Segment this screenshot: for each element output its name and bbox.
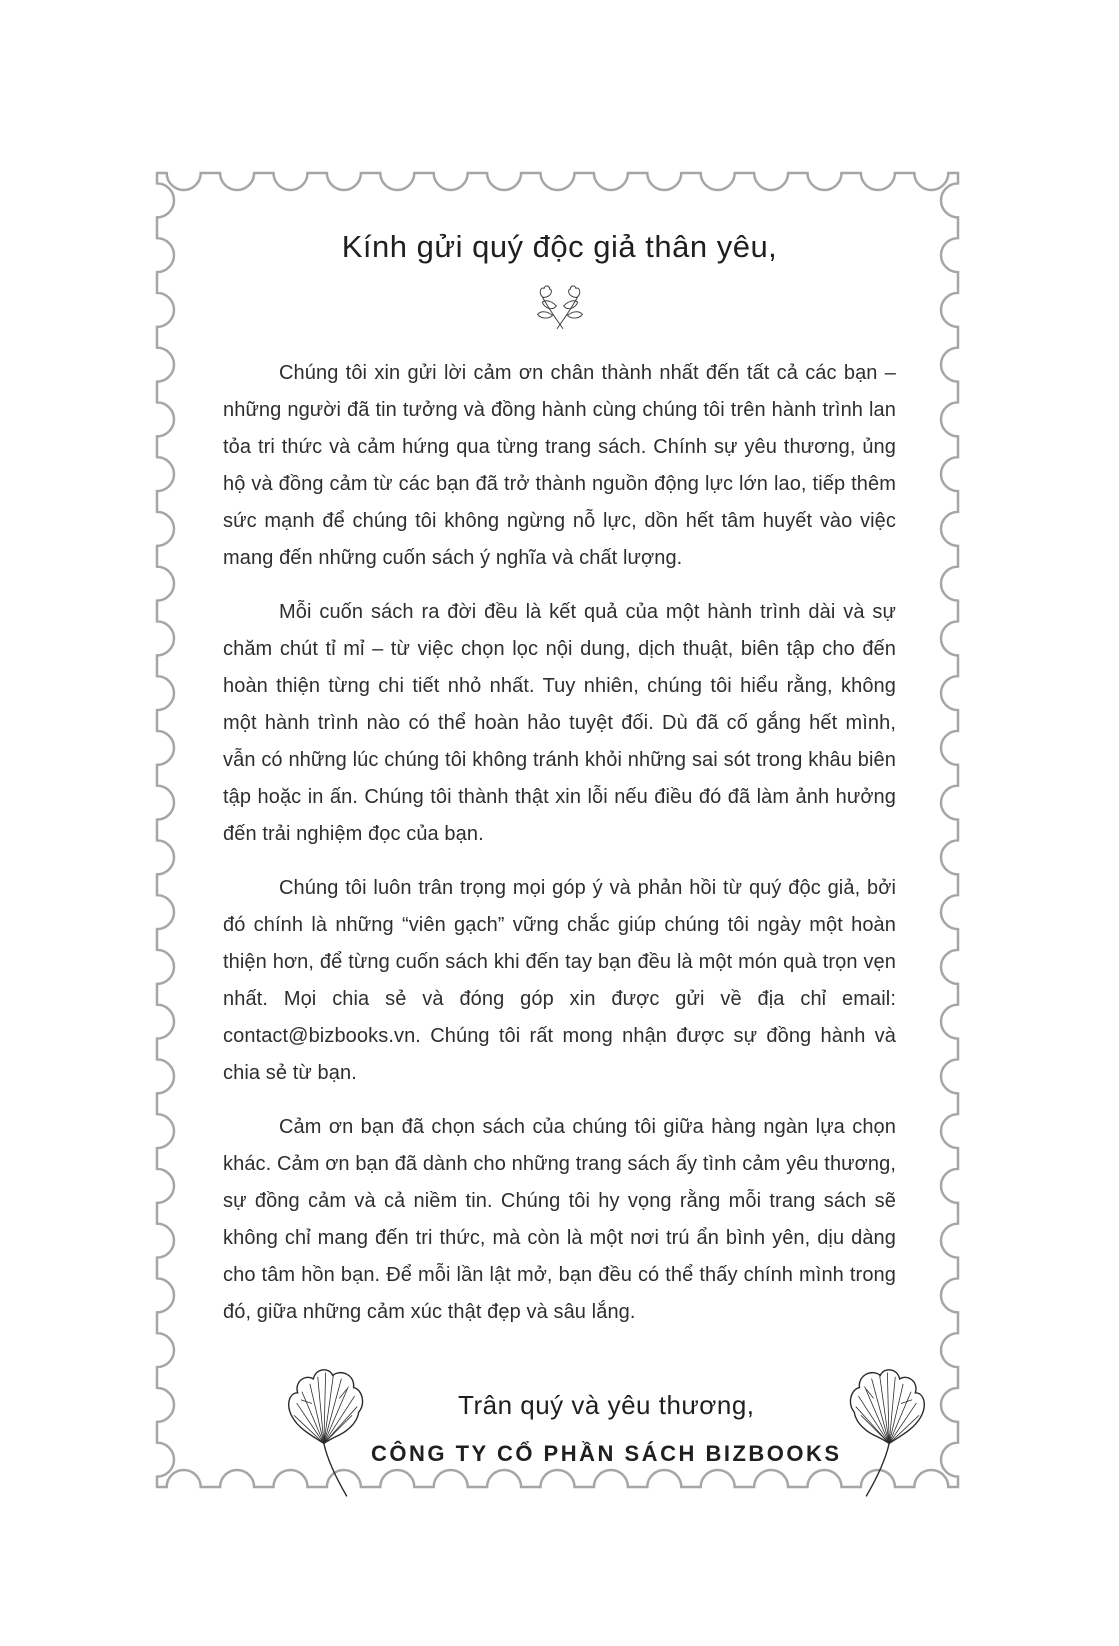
letter-content bbox=[223, 173, 896, 1509]
ginkgo-leaf-icon bbox=[275, 1357, 371, 1509]
stamp-frame bbox=[157, 173, 958, 1487]
ginkgo-leaf-mirrored-icon bbox=[842, 1357, 938, 1509]
paragraph-4: Cảm ơn bạn đã chọn sách của chúng tôi giữa hàng ngàn lựa chọn khác. Cảm ơn bạn đã dành cho những trang sách ấy tình cảm yêu thương, sự đồng cảm và cả niềm tin. Chúng tôi hy vọng rằng mỗi trang sách sẽ không chỉ mang đến tri thức, mà còn là một nơi trú ẩn bình yên, dịu dàng cho tâm hồn bạn. Để mỗi lần lật mở, bạn đều có thể thấy chính mình trong đó, giữa những cảm xúc thật đẹp và sâu lắng. bbox=[223, 1116, 896, 1323]
page-title: Kính gửi quý độc giả thân yêu, bbox=[341, 229, 778, 264]
paragraph-3: Chúng tôi luôn trân trọng mọi góp ý và phản hồi từ quý độc giả, bởi đó chính là những “viên gạch” vững chắc giúp chúng tôi ngày một hoàn thiện hơn, để từng cuốn sách khi đến tay bạn đều là một món quà trọn vẹn nhất. Mọi chia sẻ và đóng góp xin được gửi về địa chỉ email: contact@bizbooks.vn. Chúng tôi rất mong nhận được sự đồng hành và chia sẻ từ bạn. bbox=[223, 877, 896, 1084]
signature-block bbox=[223, 1357, 896, 1509]
paragraph-2: Mỗi cuốn sách ra đời đều là kết quả của một hành trình dài và sự chăm chút tỉ mỉ – từ việc chọn lọc nội dung, dịch thuật, biên tập cho đến hoàn thiện từng chi tiết nhỏ nhất. Tuy nhiên, chúng tôi hiểu rằng, không một hành trình nào có thể hoàn hảo tuyệt đối. Dù đã cố gắng hết mình, vẫn có những lúc chúng tôi không tránh khỏi những sai sót trong khâu biên tập hoặc in ấn. Chúng tôi thành thật xin lỗi nếu điều đó đã làm ảnh hưởng đến trải nghiệm đọc của bạn. bbox=[223, 601, 896, 845]
letter-body bbox=[223, 355, 896, 1331]
paragraph-1: Chúng tôi xin gửi lời cảm ơn chân thành nhất đến tất cả các bạn – những người đã tin tưởng và đồng hành cùng chúng tôi trên hành trình lan tỏa tri thức và cảm hứng qua từng trang sách. Chính sự yêu thương, ủng hộ và đồng cảm từ các bạn đã trở thành nguồn động lực lớn lao, tiếp thêm sức mạnh để chúng tôi không ngừng nỗ lực, dồn hết tâm huyết vào việc mang đến những cuốn sách ý nghĩa và chất lượng. bbox=[223, 362, 896, 569]
signature-text bbox=[371, 1390, 842, 1477]
signoff-text: Trân quý và yêu thương, bbox=[458, 1389, 755, 1420]
leaf-sprig-ornament-icon bbox=[532, 283, 588, 331]
company-name: CÔNG TY CỔ PHẦN SÁCH BIZBOOKS bbox=[371, 1440, 842, 1466]
